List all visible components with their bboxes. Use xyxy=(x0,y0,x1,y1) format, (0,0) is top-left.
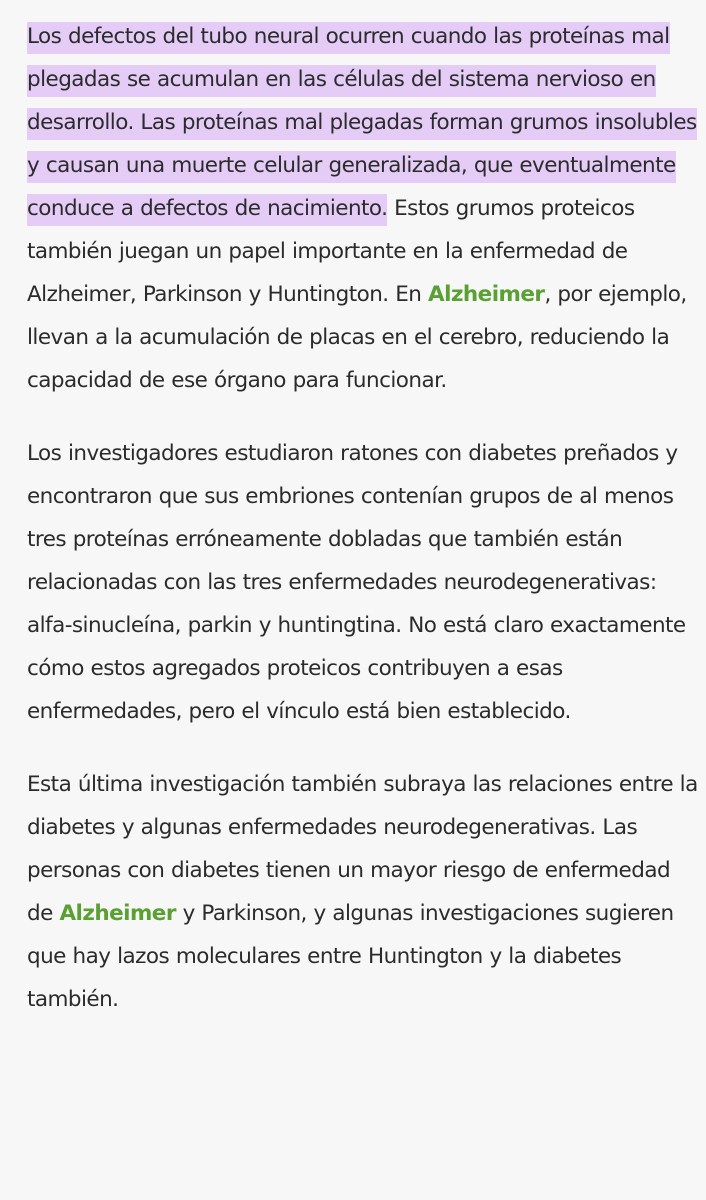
paragraph-text: y Parkinson, y algunas investigaciones sugieren que hay lazos moleculares entre Huntington y la diabetes también. xyxy=(27,901,674,1012)
paragraph-1 xyxy=(27,15,699,402)
paragraph-text: Estos grumos proteicos también juegan un papel importante en la enfermedad de Alzheimer, Parkinson y Huntington. En xyxy=(27,196,635,307)
highlighted-text[interactable]: Los defectos del tubo neural ocurren cuando las proteínas mal plegadas se acumulan en las células del sistema nervioso en desarrollo. Las proteínas mal plegadas forman grumos insolubles y causan una muerte celular generalizada, que eventualmente conduce a defectos de nacimiento. xyxy=(27,22,697,226)
paragraph-3 xyxy=(27,763,699,1021)
alzheimer-link[interactable]: Alzheimer xyxy=(428,282,545,307)
paragraph-2 xyxy=(27,432,699,733)
paragraph-text: Los investigadores estudiaron ratones con diabetes preñados y encontraron que sus embriones contenían grupos de al menos tres proteínas erróneamente dobladas que también están relacionadas con las tres enfermedades neurodegenerativas: alfa-sinucleína, parkin y huntingtina. No está claro exactamente cómo estos agregados proteicos contribuyen a esas enfermedades, pero el vínculo está bien establecido. xyxy=(27,441,686,724)
article-body xyxy=(27,15,699,1051)
paragraph-text: , por ejemplo, llevan a la acumulación de placas en el cerebro, reduciendo la capacidad de ese órgano para funcionar. xyxy=(27,282,687,393)
paragraph-text: Esta última investigación también subraya las relaciones entre la diabetes y algunas enfermedades neurodegenerativas. Las personas con diabetes tienen un mayor riesgo de enfermedad de xyxy=(27,772,698,926)
alzheimer-link[interactable]: Alzheimer xyxy=(59,901,176,926)
